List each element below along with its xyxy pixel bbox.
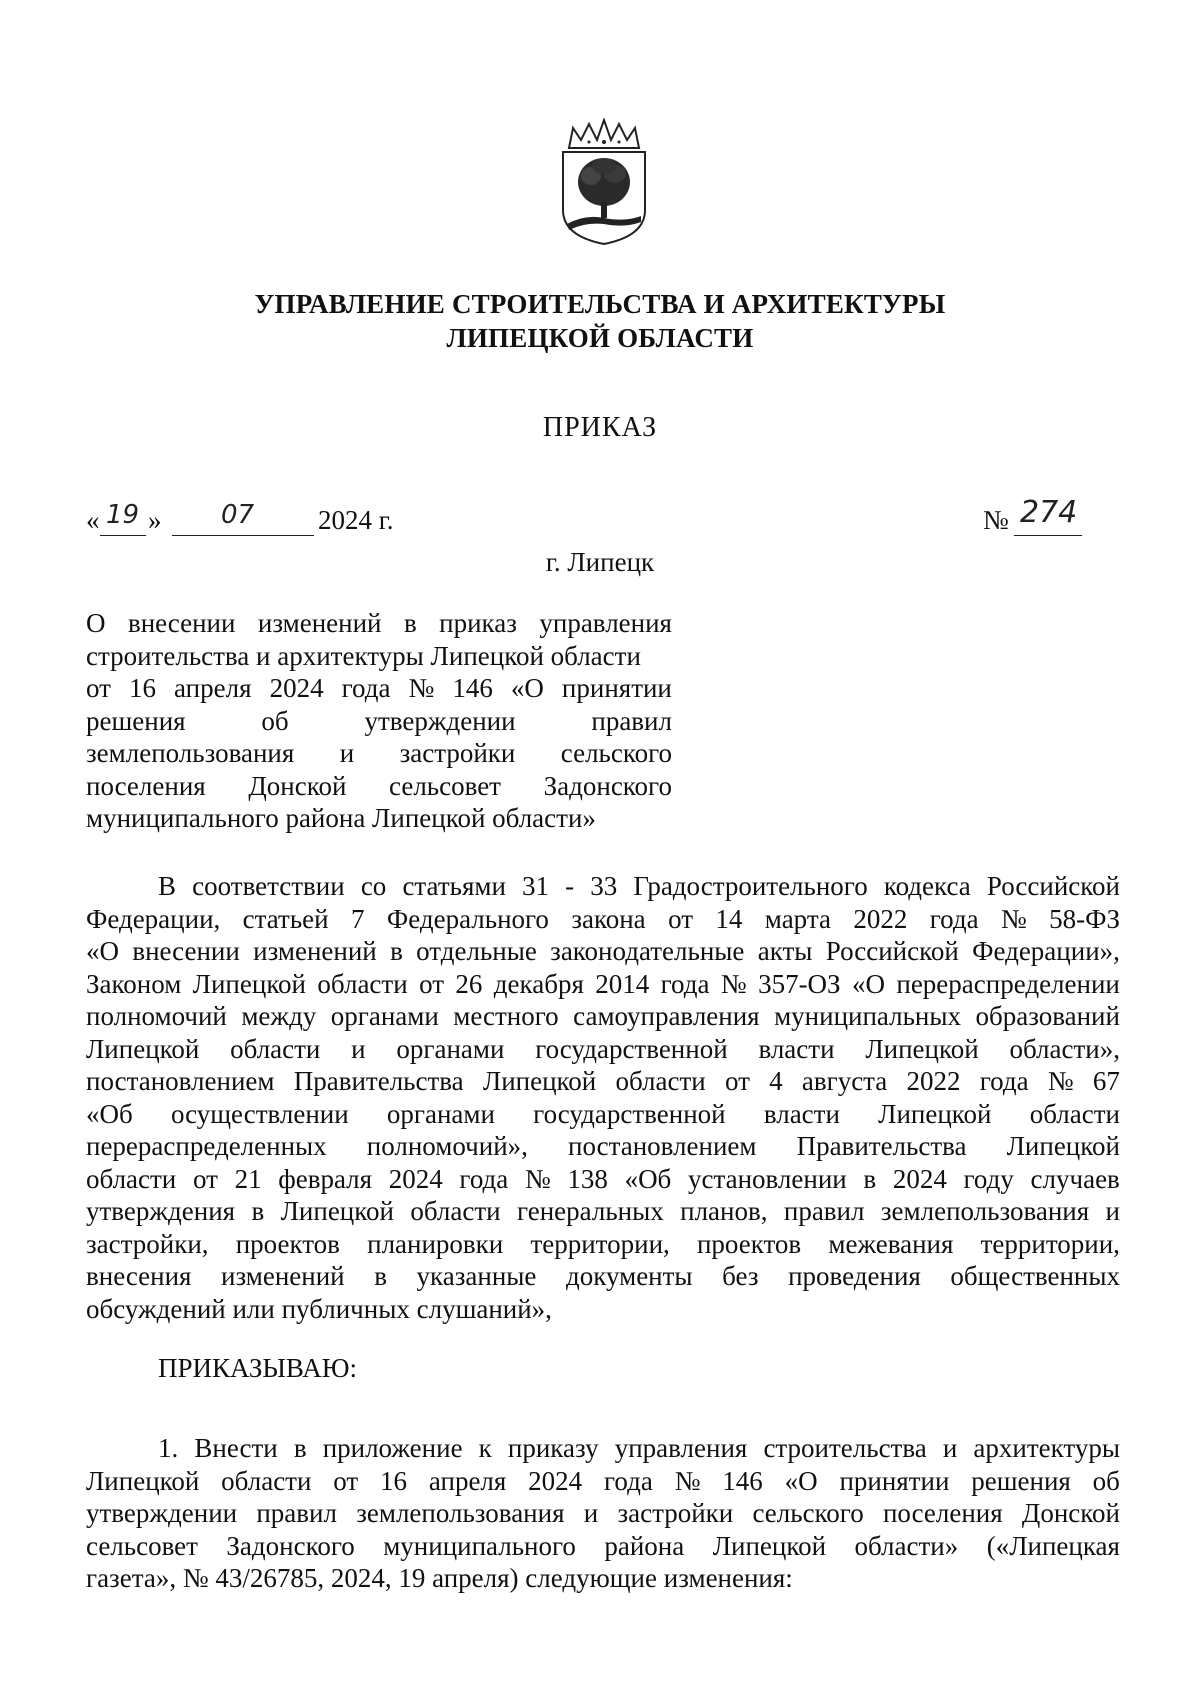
subject-line: поселения Донской сельсовет Задонского [86,770,672,801]
preamble-line: области от 21 февраля 2024 года № 138 «Об установлении в 2024 году случаев [86,1163,1120,1194]
order-word: ПРИКАЗЫВАЮ: [158,1353,357,1383]
subject-line: от 16 апреля 2024 года № 146 «О принятии [86,673,672,703]
preamble-line: внесения изменений в указанные документы без проведения общественных [86,1261,1120,1291]
number-underline [1014,535,1082,536]
date-month: 07 [221,500,255,530]
preamble-line: Законом Липецкой области от 26 декабря 2014 года № 357-ОЗ «О перераспределении [86,968,1120,999]
organization-name [0,287,1200,355]
preamble-line: застройки, проектов планировки территории, проектов межевания территории, [86,1228,1120,1259]
item-1-line: 1. Внести в приложение к приказу управления строительства и архитектуры [158,1433,1120,1463]
date-day-underline [100,535,146,536]
preamble-line: «О внесении изменений в отдельные законодательные акты Российской Федерации», [86,936,1120,966]
subject-line: землепользования и застройки сельского [86,738,672,768]
preamble-line: «Об осуществлении органами государственной власти Липецкой области [86,1098,1120,1129]
subject-line: строительства и архитектуры Липецкой области [86,640,641,671]
number-sign: № [983,505,1009,535]
document-type: ПРИКАЗ [542,412,658,443]
item-1-line: утверждении правил землепользования и застройки сельского поселения Донской [86,1498,1120,1528]
preamble-line: полномочий между органами местного самоуправления муниципальных образований [86,1001,1120,1031]
document-number: 274 [1020,495,1078,530]
preamble-line: перераспределенных полномочий», постановлением Правительства Липецкой [86,1131,1120,1161]
preamble-line: Липецкой области и органами государственной власти Липецкой области», [86,1033,1120,1064]
preamble-line: постановлением Правительства Липецкой области от 4 августа 2022 года № 67 [86,1066,1120,1096]
subject-line: О внесении изменений в приказ управления [86,608,672,638]
preamble-line: Федерации, статьей 7 Федерального закона от 14 марта 2022 года № 58-ФЗ [86,903,1120,934]
preamble-line: утверждения в Липецкой области генеральных планов, правил землепользования и [86,1196,1120,1226]
preamble-line: обсуждений или публичных слушаний», [86,1293,552,1324]
item-1-line: сельсовет Задонского муниципального района Липецкой области» («Липецкая [86,1530,1120,1561]
subject-line: решения об утверждении правил [86,705,672,736]
item-1-line: газета», № 43/26785, 2024, 19 апреля) следующие изменения: [86,1563,793,1593]
date-year: 2024 г. [318,505,394,535]
date-month-underline [172,535,314,536]
organization-name-line2: ЛИПЕЦКОЙ ОБЛАСТИ [446,323,754,353]
preamble-line: В соответствии со статьями 31 - 33 Градостроительного кодекса Российской [158,871,1120,901]
preamble-paragraph [86,870,1120,1325]
coat-of-arms-icon [555,118,653,246]
date-day: 19 [106,500,140,530]
subject-line: муниципального района Липецкой области» [86,803,596,833]
date-close-quote: » [148,505,162,535]
city: г. Липецк [545,547,655,577]
date-open-quote: « [86,505,100,535]
item-1-line: Липецкой области от 16 апреля 2024 года № 146 «О принятии решения об [86,1465,1120,1496]
item-1-paragraph [86,1432,1120,1595]
organization-name-line1: УПРАВЛЕНИЕ СТРОИТЕЛЬСТВА И АРХИТЕКТУРЫ [254,289,946,319]
subject-block [86,607,672,835]
